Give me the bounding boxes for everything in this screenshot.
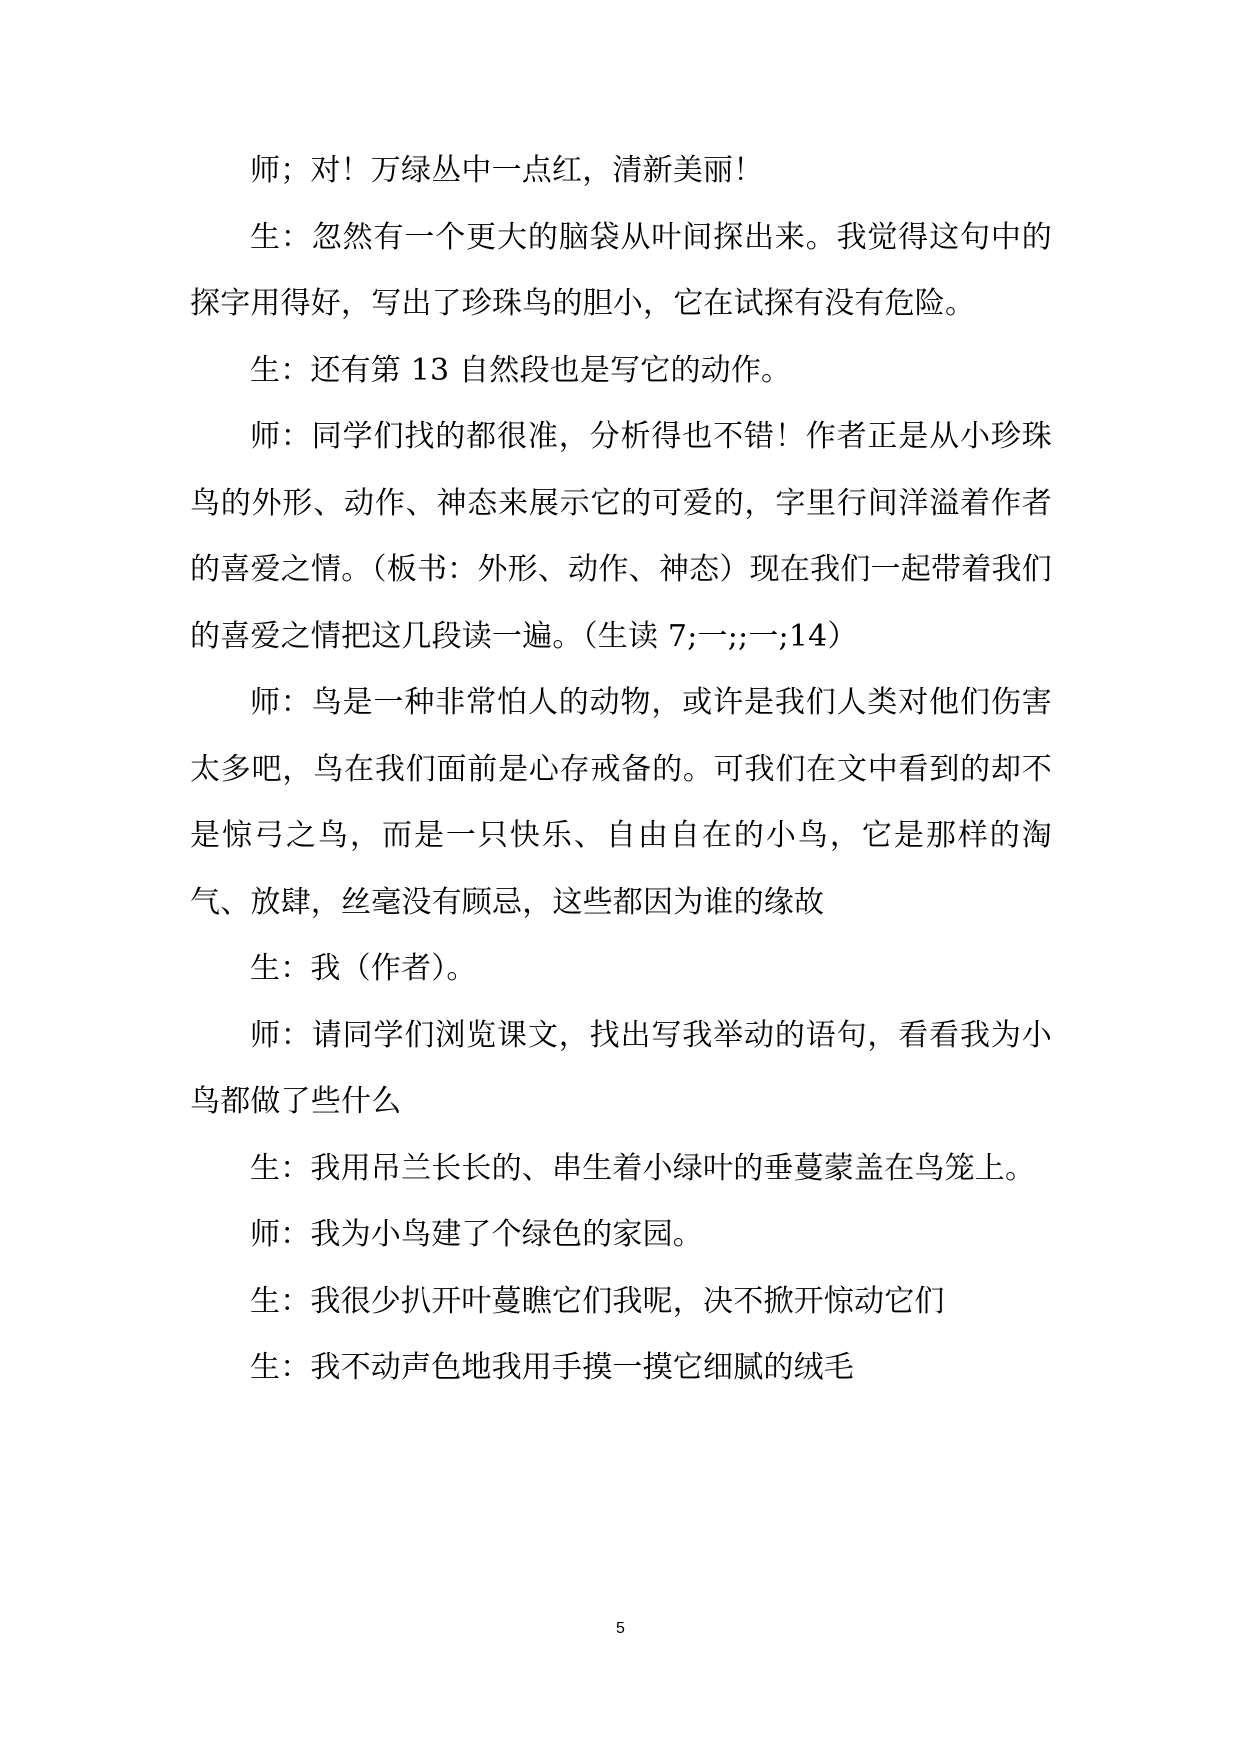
- document-body: [190, 138, 1052, 1402]
- paragraph: 生：我很少扒开叶蔓瞧它们我呢，决不掀开惊动它们: [250, 1283, 945, 1319]
- paragraph: 师；对！万绿丛中一点红，清新美丽！: [250, 153, 764, 188]
- paragraph: 生：我用吊兰长长的、串生着小绿叶的垂蔓蒙盖在鸟笼上。: [250, 1150, 1036, 1186]
- paragraph: 师：我为小鸟建了个绿色的家园。: [250, 1217, 703, 1252]
- paragraph: 师：同学们找的都很准，分析得也不错！作者正是从小珍珠鸟的外形、动作、神态来展示它的可爱的，字里行间洋溢着作者的喜爱之情。（板书：外形、动作、神态）现在我们一起带着我们的喜爱之情把这几段读一遍。（生读 7;一;;一;14）: [190, 419, 1052, 654]
- paragraph: 生：我不动声色地我用手摸一摸它细腻的绒毛: [250, 1350, 854, 1385]
- paragraph: 师：鸟是一种非常怕人的动物，或许是我们人类对他们伤害太多吧，鸟在我们面前是心存戒备的。可我们在文中看到的却不是惊弓之鸟，而是一只快乐、自由自在的小鸟，它是那样的淘气、放肆，丝毫没有顾忌，这些都因为谁的缘故: [190, 685, 1052, 920]
- paragraph: 师：请同学们浏览课文，找出写我举动的语句，看看我为小鸟都做了些什么: [190, 1017, 1052, 1119]
- paragraph: 生：我（作者）。: [250, 951, 477, 986]
- paragraph: 生：忽然有一个更大的脑袋从叶间探出来。我觉得这句中的探字用得好，写出了珍珠鸟的胆小，它在试探有没有危险。: [190, 219, 1052, 321]
- page-number: 5: [616, 1620, 625, 1637]
- paragraph: 生：还有第 13 自然段也是写它的动作。: [250, 352, 792, 388]
